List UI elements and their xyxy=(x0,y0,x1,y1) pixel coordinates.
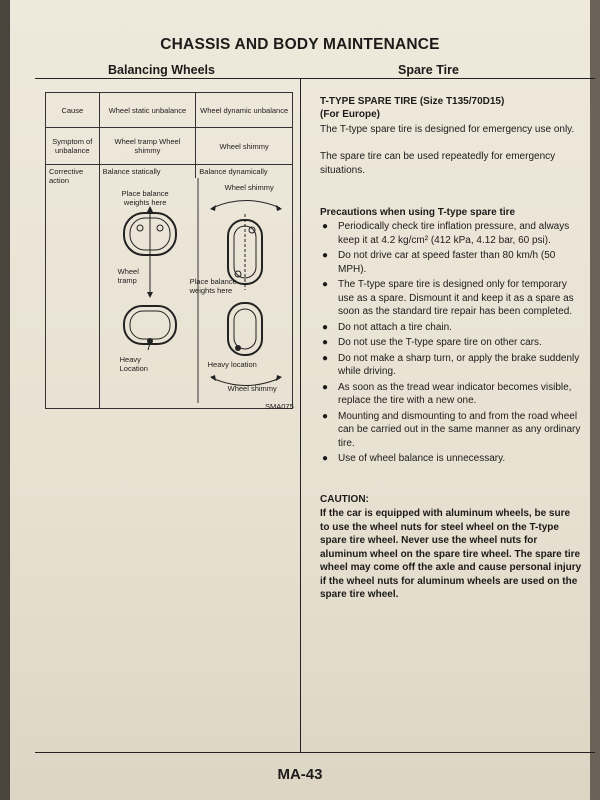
corrective-dynamic: Balance dynamically xyxy=(195,165,292,178)
wheel-shimmy-bottom-label: Wheel shimmy xyxy=(227,384,277,393)
corrective-label: Corrective action xyxy=(46,165,100,409)
list-item: ● Do not attach a tire chain. xyxy=(322,321,452,333)
list-item: ● Do not drive car at speed faster than 80 km/h (50 MPH). xyxy=(322,250,556,275)
spare-tire-title: T-TYPE SPARE TIRE (Size T135/70D15) xyxy=(320,96,505,107)
bottom-rule xyxy=(35,752,595,753)
symptom-label: Symptom of unbalance xyxy=(46,128,100,165)
page-title: CHASSIS AND BODY MAINTENANCE xyxy=(160,36,440,53)
figure-code: SMA075 xyxy=(265,402,294,411)
manual-page xyxy=(10,0,590,800)
weights-here-dynamic-label: Place balance weights here xyxy=(189,277,237,295)
table-header-cause: Cause xyxy=(46,93,100,128)
corrective-static: Balance statically xyxy=(102,167,161,176)
table-header-static: Wheel static unbalance xyxy=(99,93,196,128)
section-heading-balancing-wheels: Balancing Wheels xyxy=(108,63,215,77)
spare-tire-subtitle: (For Europe) xyxy=(320,109,380,120)
page-number: MA-43 xyxy=(277,766,323,783)
caution-title: CAUTION: xyxy=(320,494,369,505)
weights-here-label: Place balance weights here xyxy=(121,189,169,207)
section-heading-spare-tire: Spare Tire xyxy=(398,63,459,77)
list-item: ● Use of wheel balance is unnecessary. xyxy=(322,453,506,464)
symptom-static: Wheel tramp Wheel shimmy xyxy=(99,128,196,165)
balancing-diagram xyxy=(100,178,292,408)
symptom-dynamic: Wheel shimmy xyxy=(196,128,293,165)
list-item: ● Periodically check tire inflation pressure, and always keep it at 4.2 kg/cm² (412 kPa, 4.12 bar, 60 psi). xyxy=(322,221,570,246)
binding-shadow xyxy=(0,0,10,800)
list-item: ● Do not make a sharp turn, or apply the brake suddenly while driving. xyxy=(322,352,580,377)
caution-body: If the car is equipped with aluminum wheels, be sure to use the wheel nuts for steel wheel on the T-type spare tire wheel. Never use the wheel nuts for aluminum wheel on the spare tire wheel. The spare tire wheel may come off the axle and cause personal injury if the wheel nuts for aluminum wheels are used on the spare tire wheel. xyxy=(320,508,582,600)
wheel-tramp-label: Wheel tramp xyxy=(117,267,139,285)
spare-tire-para-2: The spare tire can be used repeatedly for emergency situations. xyxy=(320,151,556,176)
list-item: ● Do not use the T-type spare tire on other cars. xyxy=(322,337,542,348)
spare-tire-para-1: The T-type spare tire is designed for emergency use only. xyxy=(320,124,575,135)
top-rule xyxy=(35,78,595,79)
precautions-list xyxy=(320,220,582,468)
precautions-title: Precautions when using T-type spare tire xyxy=(320,207,516,218)
corrective-cell xyxy=(99,165,292,409)
list-item: ● As soon as the tread wear indicator becomes visible, replace the tire with a new one. xyxy=(322,381,572,406)
table-header-dynamic: Wheel dynamic unbalance xyxy=(196,93,293,128)
list-item: ● Mounting and dismounting to and from the road wheel can be carried out in the same manner as any ordinary tire. xyxy=(322,410,581,449)
heavy-location-dynamic-label: Heavy location xyxy=(207,360,257,369)
column-divider xyxy=(300,78,301,752)
heavy-location-static-label: Heavy Location xyxy=(119,355,148,373)
wheel-shimmy-top-label: Wheel shimmy xyxy=(224,183,274,192)
unbalance-table xyxy=(45,92,293,409)
list-item: ● The T-type spare tire is designed only for temporary use as a spare. Dismount it and keep it as a spare as soon as the standard tire repair has been completed. xyxy=(322,279,574,317)
